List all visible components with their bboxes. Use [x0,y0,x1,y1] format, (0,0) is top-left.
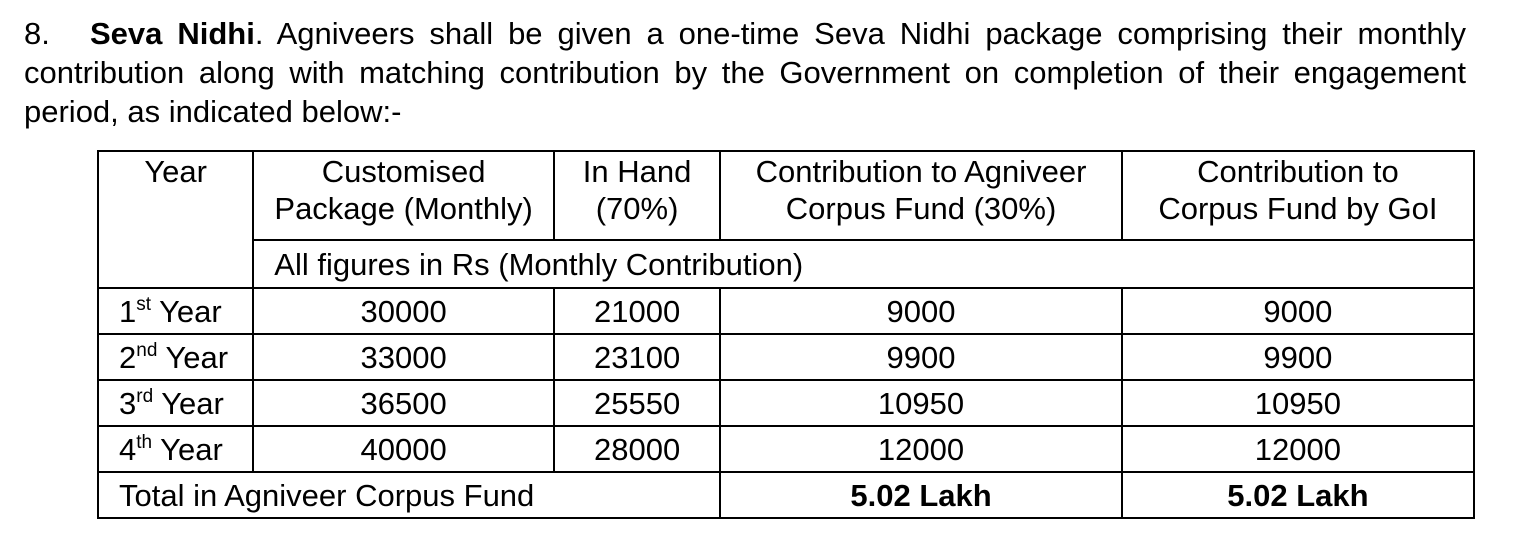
cell-agniveer: 9000 [720,288,1122,334]
header-agniveer-line1: Contribution to Agniveer [755,154,1087,189]
year-number: 4 [119,431,137,467]
year-word: Year [159,293,222,329]
paragraph-8 [24,14,1466,131]
table-row [98,426,1474,472]
total-label: Total in Agniveer Corpus Fund [98,472,720,518]
table-subheader-row [98,240,1474,288]
header-customised [253,151,554,240]
header-agniveer-contribution [720,151,1122,240]
year-suffix: rd [136,385,154,407]
row-year [98,380,253,426]
header-customised-line2: Package (Monthly) [274,191,533,226]
row-year [98,426,253,472]
cell-customised: 30000 [253,288,554,334]
paragraph-heading: Seva Nidhi [90,16,255,51]
header-in-hand-line2: (70%) [595,191,679,226]
total-goi: 5.02 Lakh [1122,472,1474,518]
cell-in-hand: 25550 [554,380,720,426]
row-year [98,288,253,334]
year-number: 3 [119,385,137,421]
header-in-hand [554,151,720,240]
table-header-row [98,151,1474,240]
paragraph-text: . Agniveers shall be given a one-time Seva Nidhi package comprising their monthly contribution along with matching contribution by the Government on completion of their engagement period, as indicated below:- [24,16,1467,129]
cell-customised: 36500 [253,380,554,426]
total-agniveer: 5.02 Lakh [720,472,1122,518]
cell-customised: 40000 [253,426,554,472]
year-suffix: th [136,431,153,453]
cell-goi: 9900 [1122,334,1474,380]
header-agniveer-line2: Corpus Fund (30%) [785,191,1057,226]
cell-in-hand: 23100 [554,334,720,380]
table-total-row [98,472,1474,518]
header-customised-line1: Customised [321,154,486,189]
year-number: 1 [119,293,137,329]
year-suffix: nd [136,339,158,361]
year-number: 2 [119,339,137,375]
header-year: Year [98,151,253,288]
year-suffix: st [136,293,152,315]
paragraph-number: 8. [24,16,50,51]
seva-nidhi-table [97,150,1475,519]
year-word: Year [160,431,223,467]
year-word: Year [165,339,229,375]
cell-agniveer: 9900 [720,334,1122,380]
cell-in-hand: 21000 [554,288,720,334]
cell-goi: 12000 [1122,426,1474,472]
header-goi-line1: Contribution to [1197,154,1399,189]
table-row [98,380,1474,426]
subheader-note: All figures in Rs (Monthly Contribution) [253,240,1474,288]
table-row [98,334,1474,380]
header-in-hand-line1: In Hand [582,154,692,189]
cell-goi: 10950 [1122,380,1474,426]
table-row [98,288,1474,334]
row-year [98,334,253,380]
cell-in-hand: 28000 [554,426,720,472]
year-word: Year [161,385,224,421]
header-goi-line2: Corpus Fund by GoI [1158,191,1438,226]
cell-goi: 9000 [1122,288,1474,334]
header-goi-contribution [1122,151,1474,240]
cell-agniveer: 10950 [720,380,1122,426]
cell-agniveer: 12000 [720,426,1122,472]
cell-customised: 33000 [253,334,554,380]
